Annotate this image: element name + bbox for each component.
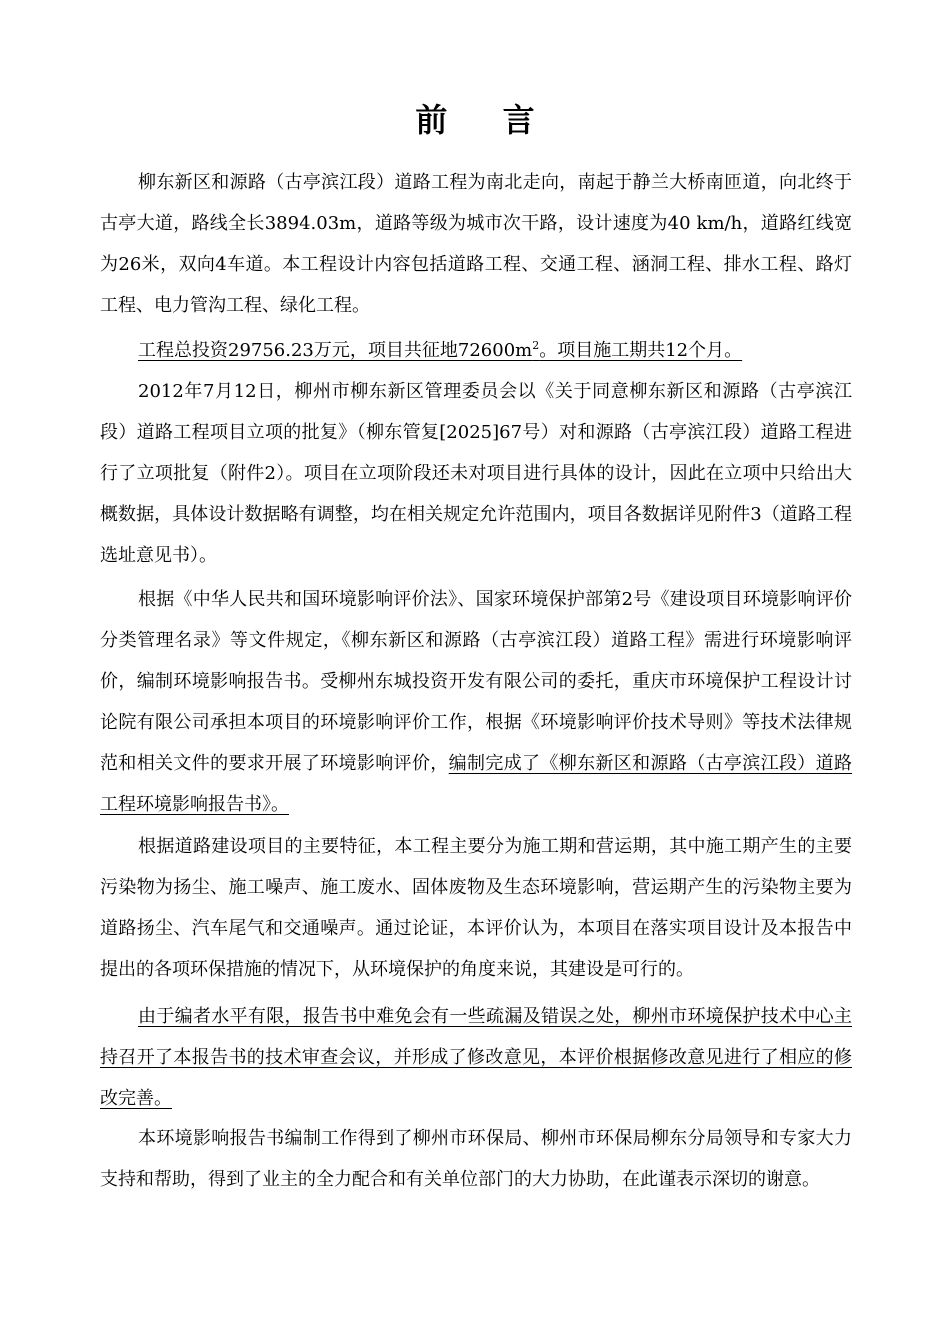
legal-basis-text: 根据《中华人民共和国环境影响评价法》、国家环境保护部第2号《建设项目环境影响评价分类管理名录》等文件规定，《柳东新区和源路（古亭滨江段）道路工程》需进行环境影响评价，编制环境影响报告书。受柳州东城投资开发有限公司的委托，重庆市环境保护工程设计讨论院有限公司承担本项目的环境影响评价工作，根据《环境影响评价技术导则》等技术法律规范和相关文件的要求开展了环境影响评价， <box>100 589 852 774</box>
investment-text: 工程总投资29756.23万元，项目共征地$72600m^2$。项目施工期共12个月。 <box>138 339 743 361</box>
paragraph-revision-note <box>100 996 852 1119</box>
report-completed-text: 编制完成了《柳东新区和源路（古亭滨江段）道路工程环境影响报告书》。 <box>100 753 853 815</box>
paragraph-approval: 2012年7月12日，柳州市柳东新区管理委员会以《关于同意柳东新区和源路（古亭滨江段）道路工程项目立项的批复》（柳东管复[2025]67号）对和源路（古亭滨江段）道路工程进行了立项批复（附件2）。项目在立项阶段还未对项目进行具体的设计，因此在立项中只给出大概数据，具体设计数据略有调整，均在相关规定允许范围内，项目各数据详见附件3（道路工程选址意见书）。 <box>100 381 852 566</box>
paragraph-project-overview: 柳东新区和源路（古亭滨江段）道路工程为南北走向，南起于静兰大桥南匝道，向北终于古亭大道，路线全长3894.03m，道路等级为城市次干路，设计速度为40 km/h，道路红线宽为26米，双向4车道。本工程设计内容包括道路工程、交通工程、涵洞工程、排水工程、路灯工程、电力管沟工程、绿化工程。 <box>100 172 852 316</box>
revision-note-text: 由于编者水平有限，报告书中难免会有一些疏漏及错误之处，柳州市环境保护技术中心主持召开了本报告书的技术审查会议，并形成了修改意见，本评价根据修改意见进行了相应的修改完善。 <box>100 1006 852 1109</box>
paragraph-investment <box>100 330 852 371</box>
paragraph-acknowledgement: 本环境影响报告书编制工作得到了柳州市环保局、柳州市环保局柳东分局领导和专家大力支持和帮助，得到了业主的全力配合和有关单位部门的大力协助，在此谨表示深切的谢意。 <box>100 1128 852 1190</box>
paragraph-legal-basis <box>100 579 852 825</box>
page-title: 前 言 <box>415 101 557 139</box>
paragraph-assessment-conclusion: 根据道路建设项目的主要特征，本工程主要分为施工期和营运期，其中施工期产生的主要污染物为扬尘、施工噪声、施工废水、固体废物及生态环境影响，营运期产生的污染物主要为道路扬尘、汽车尾气和交通噪声。通过论证，本评价认为，本项目在落实项目设计及本报告中提出的各项环保措施的情况下，从环境保护的角度来说，其建设是可行的。 <box>100 836 852 980</box>
